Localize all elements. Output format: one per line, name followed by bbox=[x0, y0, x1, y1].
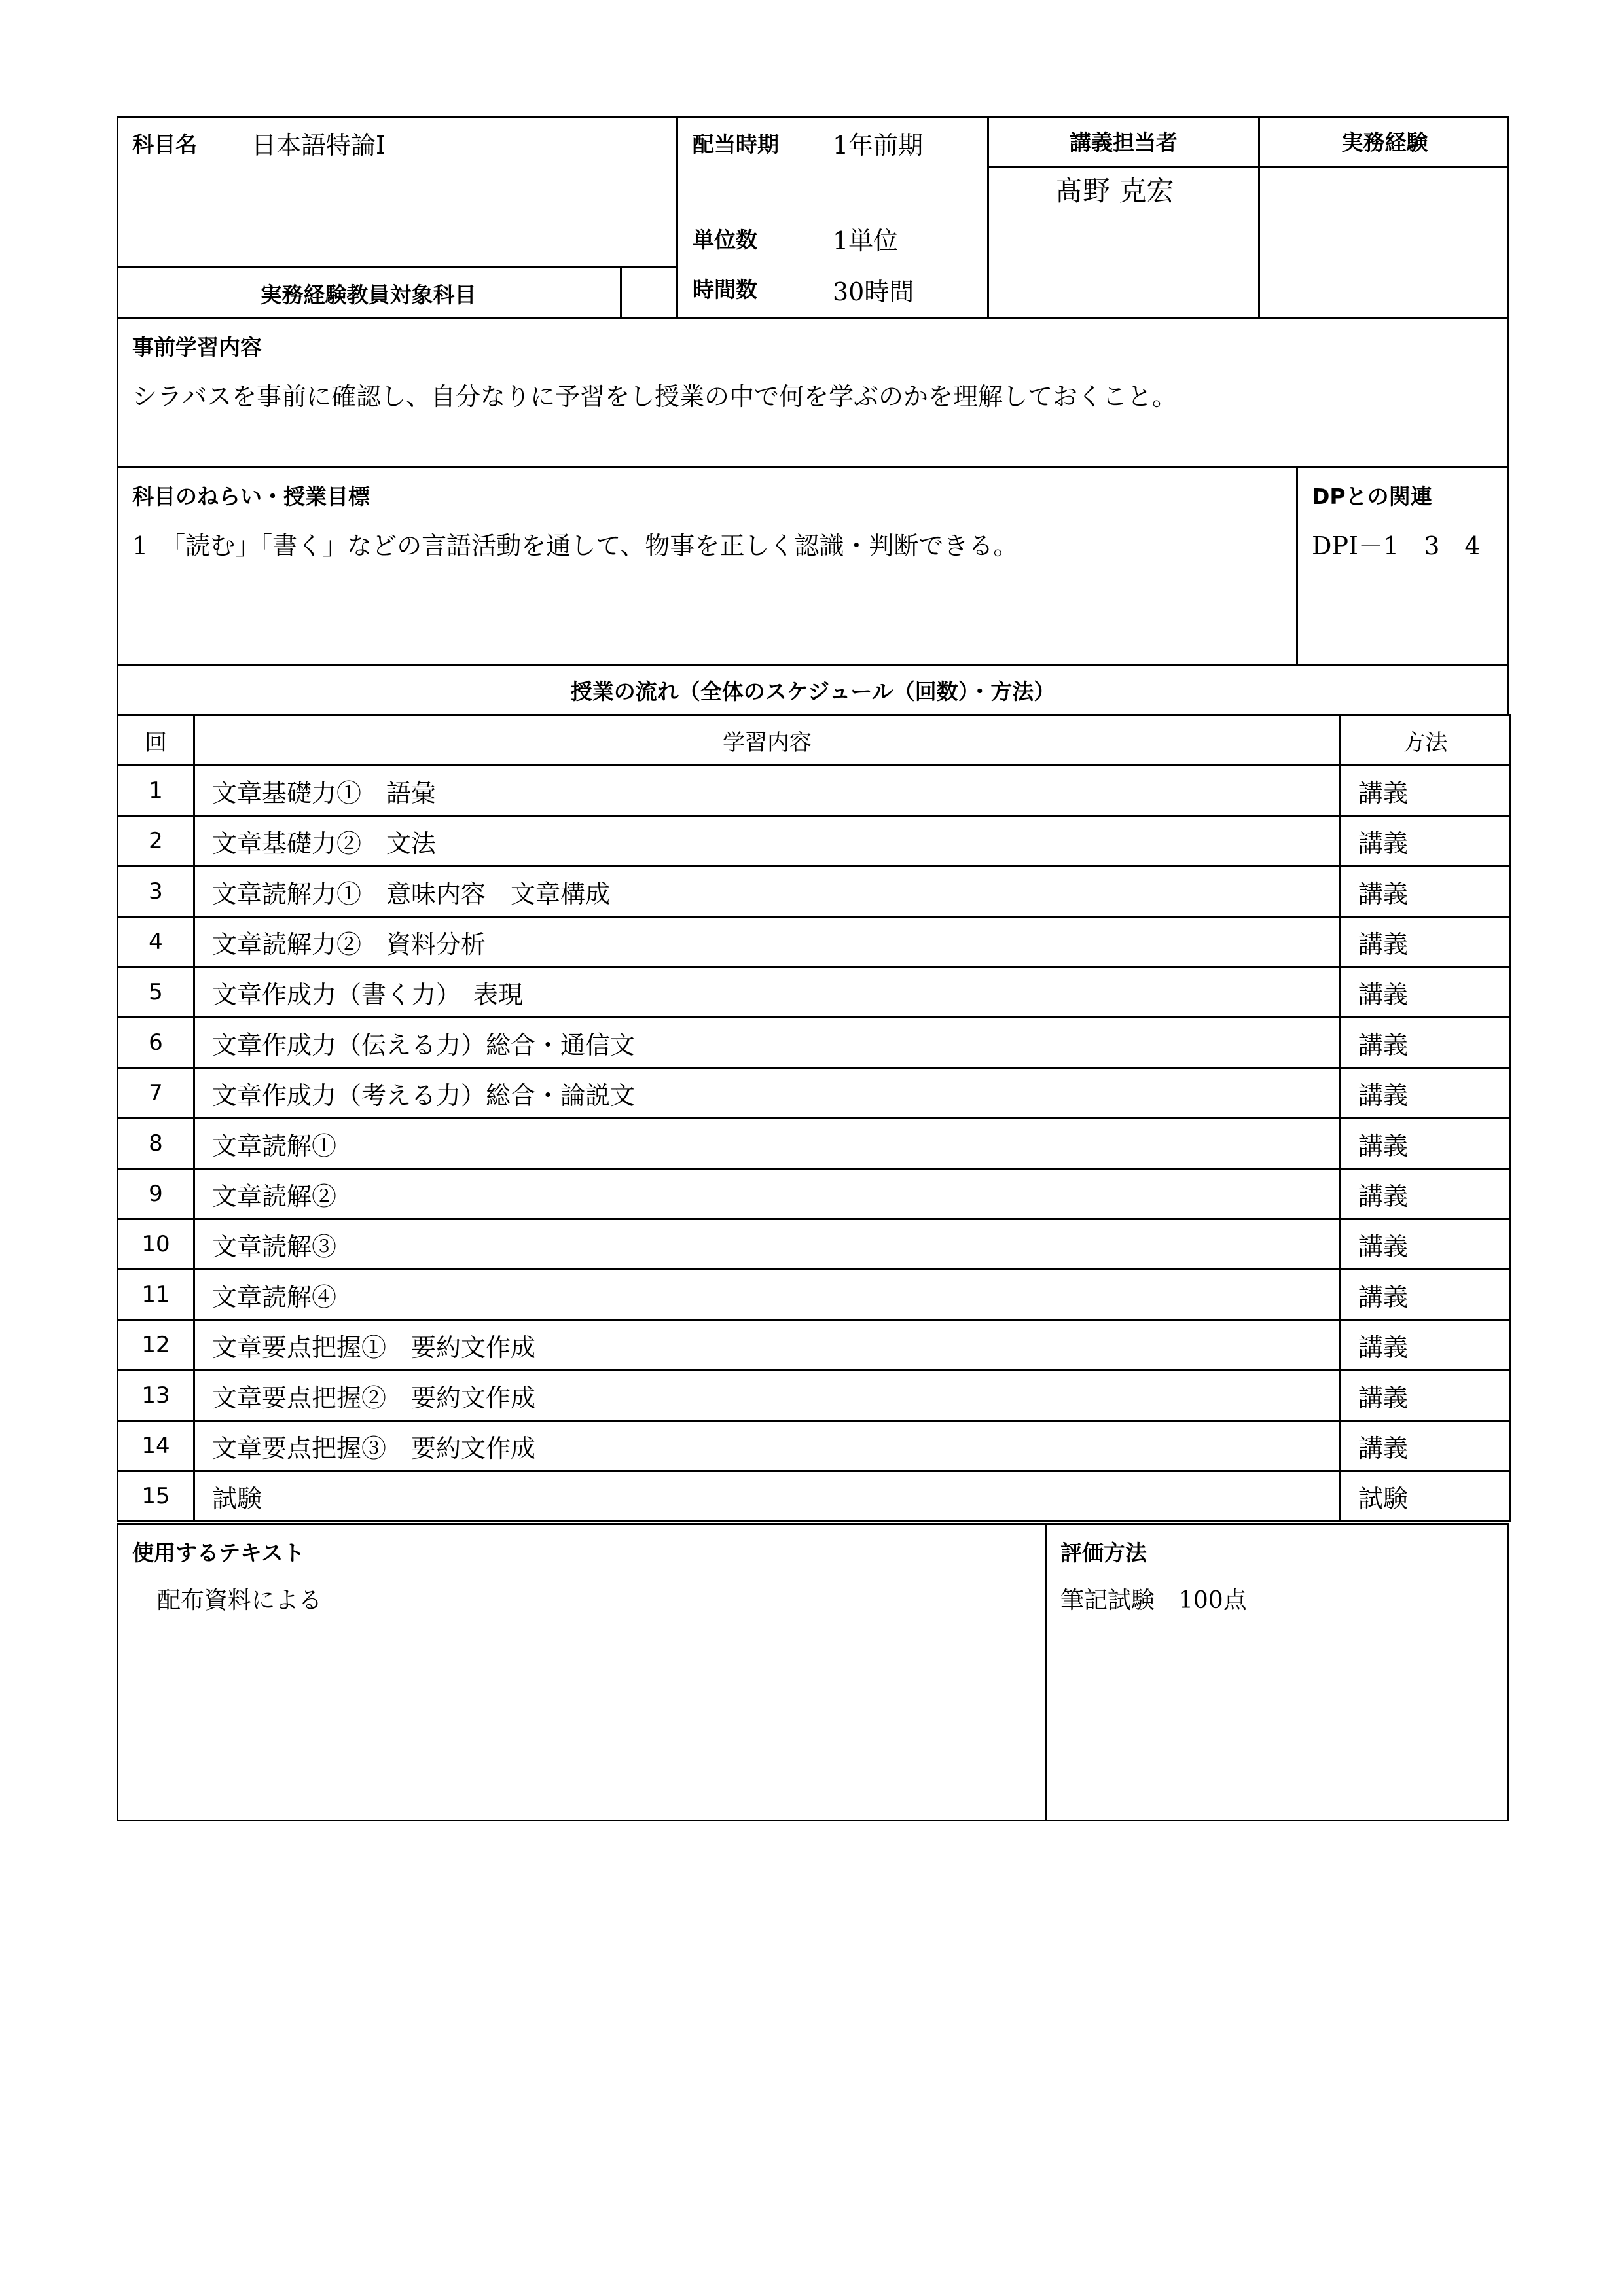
session-method: 講義 bbox=[1341, 1169, 1511, 1219]
session-method: 講義 bbox=[1341, 1219, 1511, 1270]
evaluation-value: 筆記試験 100点 bbox=[1060, 1587, 1247, 1614]
session-number: 10 bbox=[118, 1219, 194, 1270]
schedule-row bbox=[118, 967, 1511, 1018]
textbook-value: 配布資料による bbox=[157, 1587, 323, 1614]
session-number: 9 bbox=[118, 1169, 194, 1219]
session-content: 文章作成力（考える力）総合・論説文 bbox=[194, 1068, 1341, 1119]
aims-text: 1 「読む」「書く」などの言語活動を通して、物事を正しく認識・判断できる。 bbox=[132, 531, 1019, 560]
instructor-value: 髙野 克宏 bbox=[1055, 175, 1174, 207]
session-method: 講義 bbox=[1341, 1119, 1511, 1169]
hours-label: 時間数 bbox=[693, 277, 757, 302]
textbook-label: 使用するテキスト bbox=[132, 1540, 305, 1566]
session-method: 講義 bbox=[1341, 967, 1511, 1018]
session-number: 7 bbox=[118, 1068, 194, 1119]
session-number: 2 bbox=[118, 816, 194, 867]
schedule-row bbox=[118, 867, 1511, 917]
session-method: 講義 bbox=[1341, 1371, 1511, 1421]
session-method: 講義 bbox=[1341, 1270, 1511, 1320]
session-content: 文章要点把握① 要約文作成 bbox=[194, 1320, 1341, 1371]
col-num-header: 回 bbox=[118, 715, 194, 766]
prep-text: シラバスを事前に確認し、自分なりに予習をし授業の中で何を学ぶのかを理解しておくこと。 bbox=[132, 382, 1178, 411]
dp-value: DPⅠ－1 3 4 bbox=[1312, 531, 1481, 560]
session-content: 文章基礎力① 語彙 bbox=[194, 766, 1341, 816]
instructor-label: 講義担当者 bbox=[1070, 129, 1178, 155]
units-label: 単位数 bbox=[693, 227, 757, 253]
prep-label: 事前学習内容 bbox=[132, 334, 262, 360]
dp-label: DPとの関連 bbox=[1312, 484, 1432, 509]
experience-label: 実務経験 bbox=[1341, 129, 1428, 155]
schedule-title: 授業の流れ（全体のスケジュール（回数）・方法） bbox=[117, 664, 1509, 716]
hours-value: 30時間 bbox=[833, 278, 914, 306]
session-content: 文章読解② bbox=[194, 1169, 1341, 1219]
session-number: 13 bbox=[118, 1371, 194, 1421]
session-number: 4 bbox=[118, 917, 194, 967]
period-label: 配当時期 bbox=[693, 132, 779, 157]
col-method-header: 方法 bbox=[1341, 715, 1511, 766]
session-number: 3 bbox=[118, 867, 194, 917]
session-content: 文章読解力① 意味内容 文章構成 bbox=[194, 867, 1341, 917]
evaluation-label: 評価方法 bbox=[1060, 1540, 1147, 1566]
session-number: 1 bbox=[118, 766, 194, 816]
session-content: 文章作成力（伝える力）総合・通信文 bbox=[194, 1018, 1341, 1068]
schedule-row bbox=[118, 1018, 1511, 1068]
units-value: 1単位 bbox=[833, 226, 899, 255]
session-method: 講義 bbox=[1341, 917, 1511, 967]
session-method: 試験 bbox=[1341, 1471, 1511, 1522]
subject-value: 日本語特論Ⅰ bbox=[251, 131, 386, 160]
schedule-table bbox=[117, 714, 1511, 1522]
schedule-row bbox=[118, 1320, 1511, 1371]
session-number: 6 bbox=[118, 1018, 194, 1068]
session-number: 15 bbox=[118, 1471, 194, 1522]
session-content: 文章基礎力② 文法 bbox=[194, 816, 1341, 867]
session-content: 文章読解① bbox=[194, 1119, 1341, 1169]
schedule-row bbox=[118, 1270, 1511, 1320]
schedule-row bbox=[118, 1371, 1511, 1421]
session-method: 講義 bbox=[1341, 1018, 1511, 1068]
session-content: 文章読解力② 資料分析 bbox=[194, 917, 1341, 967]
schedule-row bbox=[118, 1471, 1511, 1522]
schedule-row bbox=[118, 1219, 1511, 1270]
col-content-header: 学習内容 bbox=[194, 715, 1341, 766]
session-method: 講義 bbox=[1341, 816, 1511, 867]
session-method: 講義 bbox=[1341, 867, 1511, 917]
session-content: 文章読解③ bbox=[194, 1219, 1341, 1270]
schedule-row bbox=[118, 1169, 1511, 1219]
schedule-header-row bbox=[118, 715, 1511, 766]
session-method: 講義 bbox=[1341, 766, 1511, 816]
evaluation-block bbox=[1045, 1523, 1509, 1821]
period-value: 1年前期 bbox=[833, 131, 924, 160]
practical-target-label: 実務経験教員対象科目 bbox=[260, 281, 477, 308]
schedule-row bbox=[118, 1421, 1511, 1471]
session-content: 文章要点把握② 要約文作成 bbox=[194, 1371, 1341, 1421]
schedule-row bbox=[118, 1119, 1511, 1169]
session-number: 11 bbox=[118, 1270, 194, 1320]
schedule-row bbox=[118, 1068, 1511, 1119]
session-method: 講義 bbox=[1341, 1068, 1511, 1119]
session-content: 試験 bbox=[194, 1471, 1341, 1522]
textbook-block bbox=[117, 1523, 1047, 1821]
schedule-row bbox=[118, 917, 1511, 967]
session-number: 5 bbox=[118, 967, 194, 1018]
session-content: 文章要点把握③ 要約文作成 bbox=[194, 1421, 1341, 1471]
session-number: 8 bbox=[118, 1119, 194, 1169]
aims-label: 科目のねらい・授業目標 bbox=[132, 484, 370, 509]
session-content: 文章作成力（書く力） 表現 bbox=[194, 967, 1341, 1018]
subject-label: 科目名 bbox=[132, 132, 197, 157]
session-content: 文章読解④ bbox=[194, 1270, 1341, 1320]
schedule-row bbox=[118, 816, 1511, 867]
session-method: 講義 bbox=[1341, 1421, 1511, 1471]
schedule-row bbox=[118, 766, 1511, 816]
session-number: 12 bbox=[118, 1320, 194, 1371]
session-number: 14 bbox=[118, 1421, 194, 1471]
session-method: 講義 bbox=[1341, 1320, 1511, 1371]
